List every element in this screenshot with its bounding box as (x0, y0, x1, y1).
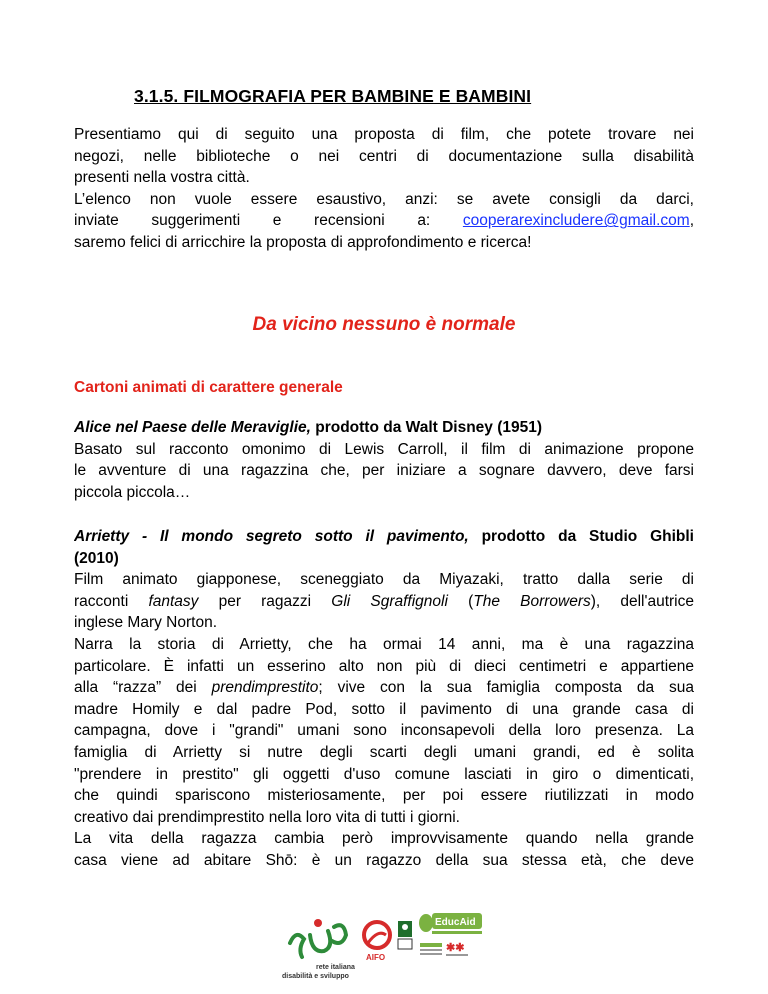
educaid-name: EducAid (435, 917, 476, 928)
intro-line: presenti nella vostra città. (74, 169, 250, 187)
film-desc-line: le avventure di una ragazzina che, per iniziare a sognare davvero, deve farsi (74, 462, 694, 480)
film-desc-line: inglese Mary Norton. (74, 614, 218, 632)
text-run: racconti (74, 592, 149, 610)
film-desc-line (74, 677, 694, 699)
rids-logo (282, 919, 355, 980)
film-desc-line: Film animato giapponese, sceneggiato da Miyazaki, tratto dalla serie di (74, 571, 694, 589)
text-run-italic: Gli Sgraffignoli (331, 592, 448, 610)
film-desc-line: piccola piccola… (74, 483, 191, 501)
section-title: 3.1.5. FILMOGRAFIA PER BAMBINE E BAMBINI (134, 86, 532, 106)
film-desc-line: madre Homily e dal padre Pod, sotto il pavimento di una grande casa di (74, 700, 694, 718)
email-link[interactable]: cooperarexincludere@gmail.com (462, 212, 690, 230)
intro-paragraph (74, 124, 694, 254)
text-run: alla “razza” dei (74, 679, 212, 697)
intro-line: saremo felici di arricchire la proposta di approfondimento e ricerca! (74, 233, 532, 251)
film-desc-line: Narra la storia di Arrietty, che ha ormai 14 anni, ma è una ragazzina (74, 635, 694, 653)
text-run: ), dell'autrice (590, 592, 694, 610)
film-desc-line (74, 591, 694, 613)
intro-text: inviate suggerimenti e recensioni a: (74, 212, 431, 230)
film-desc-line: "prendere in prestito" gli oggetti d'uso comune lasciati in giro o dimenticati, (74, 765, 694, 783)
dpi-logo (398, 921, 412, 949)
film-entry-arrietty (74, 526, 694, 872)
film-title-line (74, 526, 694, 548)
main-heading: Da vicino nessuno è normale (252, 314, 516, 335)
svg-text:✱✱: ✱✱ (446, 942, 465, 954)
text-run-italic: fantasy (148, 592, 199, 610)
film-desc-line: Basato sul racconto omonimo di Lewis Carroll, il film di animazione propone (74, 440, 694, 458)
film-desc-line: particolare. È infatti un esserino alto non più di dieci centimetri e appartiene (74, 657, 694, 675)
intro-line: Presentiamo qui di seguito una proposta di film, che potete trovare nei (74, 126, 694, 143)
partner-logos-svg (280, 905, 510, 983)
film-desc-line: campagna, dove i "grandi" umani sono inconsapevoli della loro presenza. La (74, 722, 694, 740)
text-run: ; vive con la sua famiglia composta da sua (318, 679, 694, 697)
text-run: ( (447, 592, 474, 610)
film-producer: prodotto da Walt Disney (1951) (310, 419, 543, 436)
fish-logo (420, 942, 468, 956)
rids-subtitle: disabilità e sviluppo (282, 973, 349, 980)
rids-name: rete italiana (316, 964, 355, 971)
educaid-logo (419, 913, 482, 934)
film-desc-line: che quindi spariscono misteriosamente, per poi essere riutilizzati in modo (74, 787, 694, 805)
film-year: (2010) (74, 549, 119, 567)
text-run: per ragazzi (198, 592, 332, 610)
intro-line: negozi, nelle biblioteche o nei centri di documentazione sulla disabilità (74, 147, 694, 165)
intro-line: L’elenco non vuole essere esaustivo, anzi: se avete consigli da darci, (74, 190, 694, 208)
film-title-line (74, 417, 694, 439)
film-producer: prodotto da Studio Ghibli (468, 528, 694, 545)
film-desc-line: casa viene ad abitare Shō: è un ragazzo della sua stessa età, che deve (74, 851, 694, 869)
text-run-italic: The Borrowers (473, 592, 591, 610)
aifo-name: AIFO (366, 953, 386, 962)
intro-line-email (74, 210, 694, 232)
text-run-italic: prendimprestito (211, 679, 319, 697)
film-desc-line: La vita della ragazza cambia però improvvisamente quando nella grande (74, 830, 694, 848)
film-title: Arrietty - Il mondo segreto sotto il pavimento, (74, 528, 469, 545)
film-entry-alice (74, 417, 694, 503)
email-comma: , (689, 212, 694, 230)
film-desc-line: creativo dai prendimprestito nella loro vita di tutti i giorni. (74, 808, 460, 826)
film-desc-line: famiglia di Arrietty si nutre degli scarti degli umani grandi, ed è solita (74, 743, 694, 761)
aifo-logo (364, 922, 390, 962)
footer-logos (280, 905, 510, 983)
sub-heading: Cartoni animati di carattere generale (74, 379, 343, 396)
film-title: Alice nel Paese delle Meraviglie, (74, 419, 311, 436)
